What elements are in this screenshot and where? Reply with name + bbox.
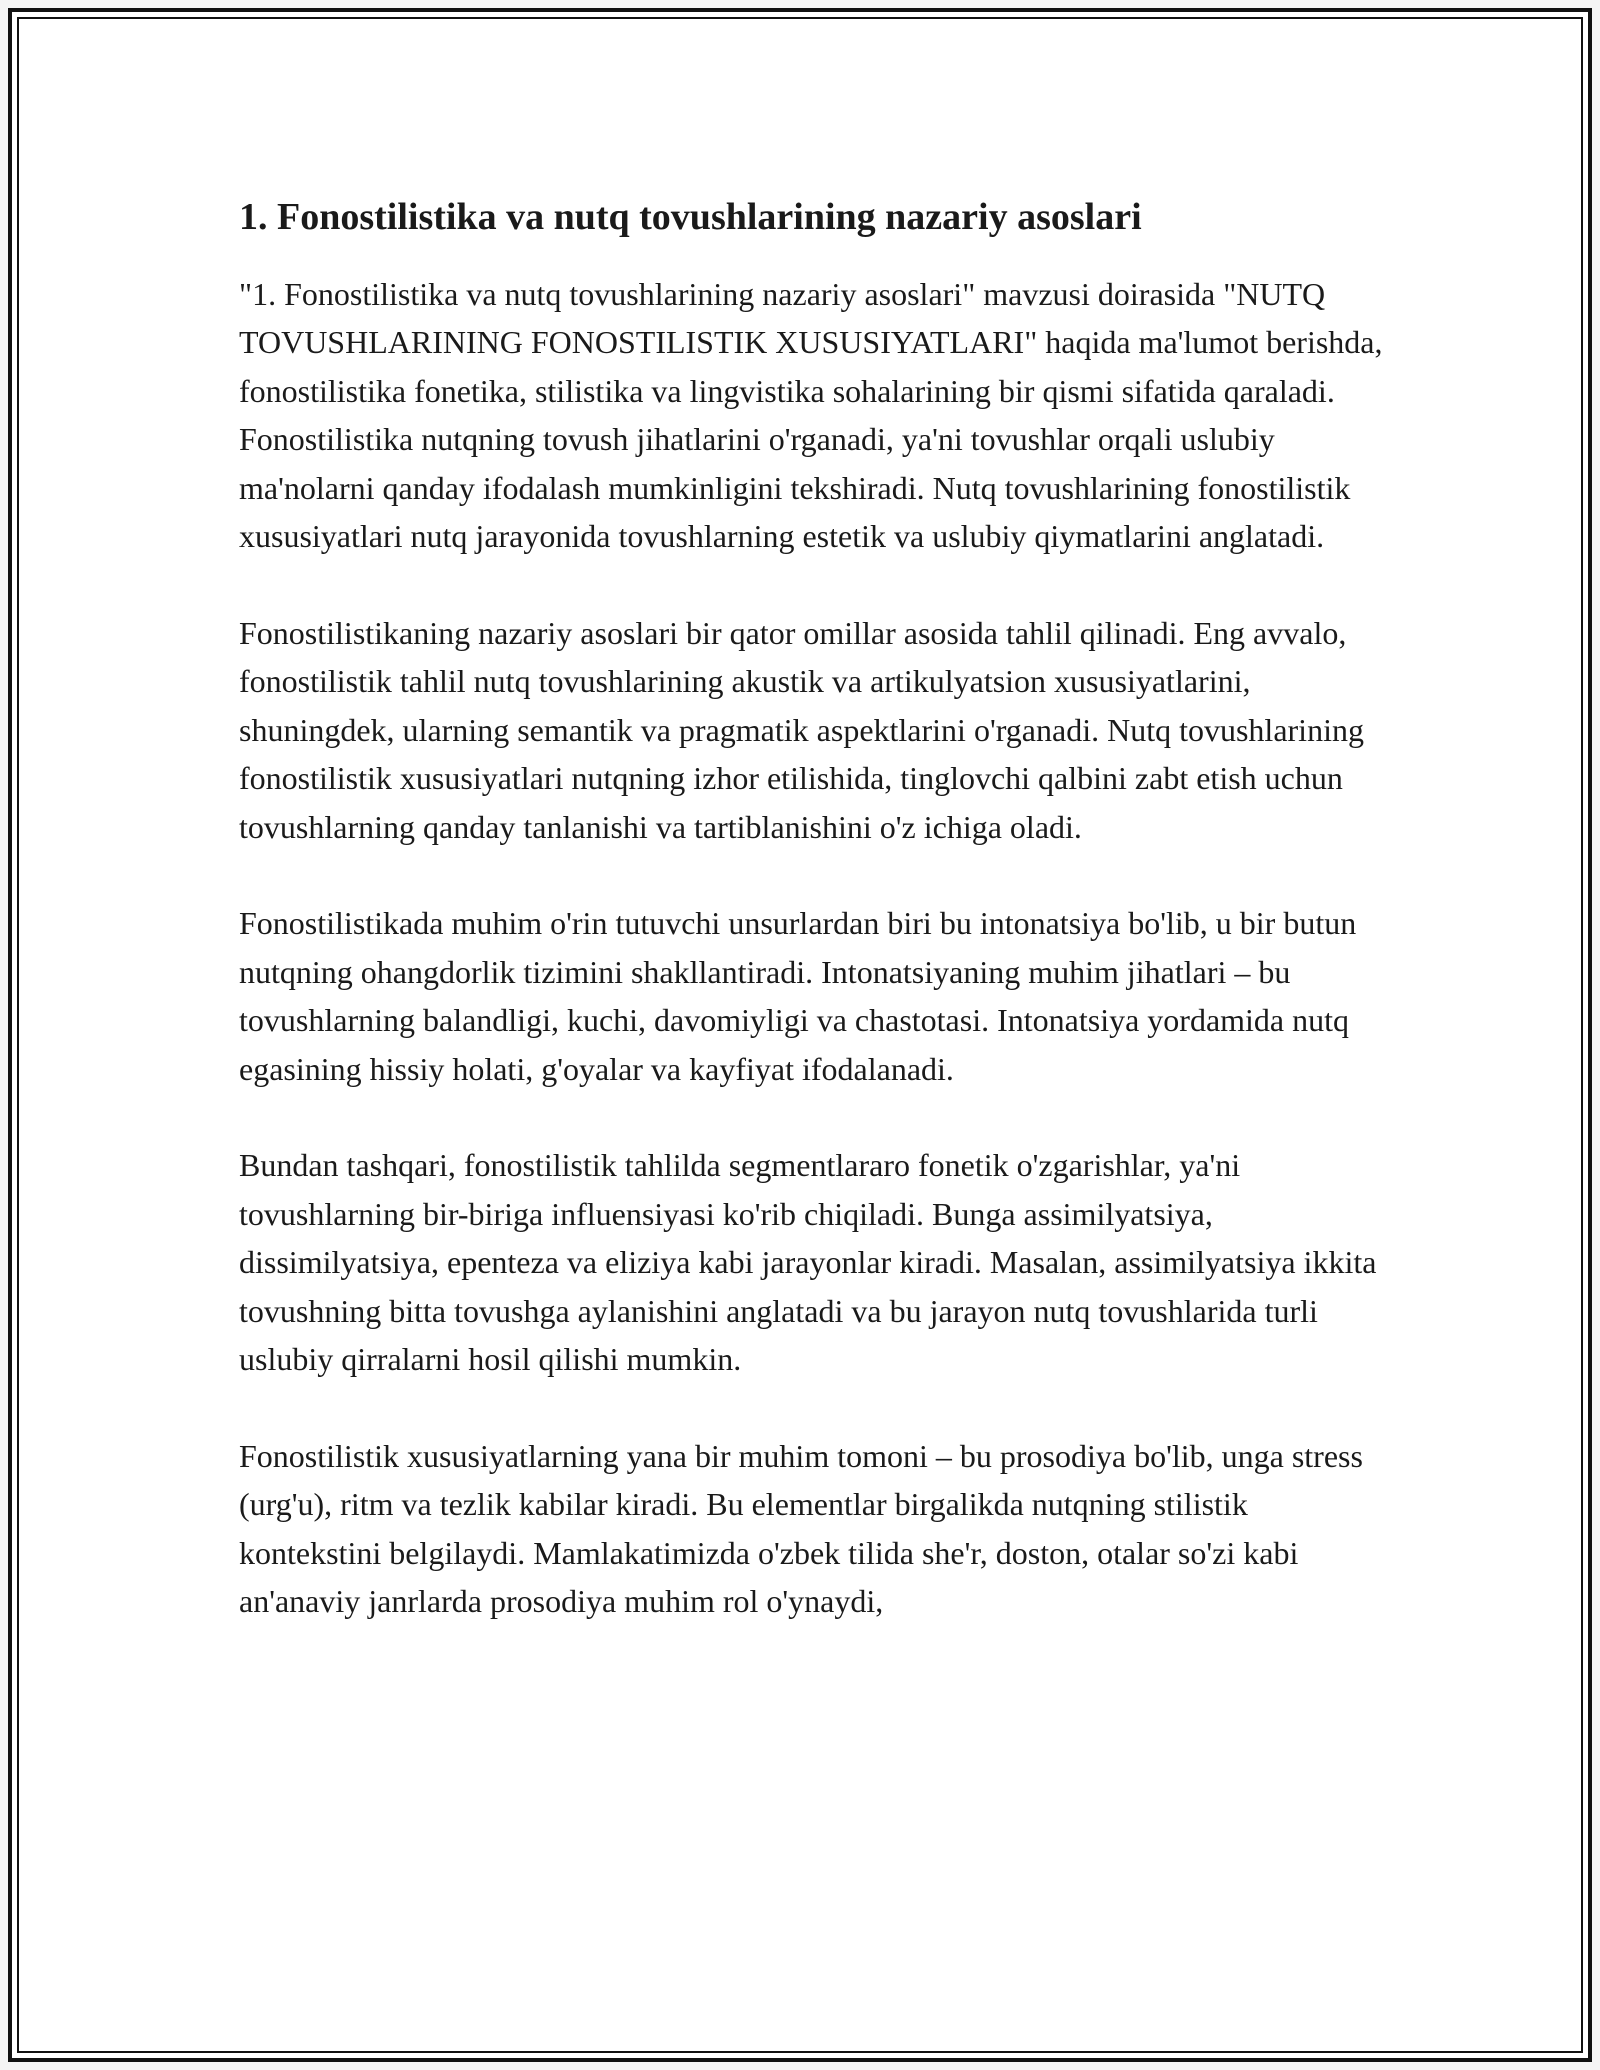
document-body bbox=[239, 194, 1389, 1674]
paragraph-3: Fonostilistikada muhim o'rin tutuvchi unsurlardan biri bu intonatsiya bo'lib, u bir butun nutqning ohangdorlik tizimini shakllantiradi. Intonatsiyaning muhim jihatlari – bu tovushlarning balandligi, kuchi, davomiyligi va chastotasi. Intonatsiya yordamida nutq egasining hissiy holati, g'oyalar va kayfiyat ifodalanadi. bbox=[239, 905, 1357, 1087]
paragraph-5: Fonostilistik xususiyatlarning yana bir muhim tomoni – bu prosodiya bo'lib, unga stress (urg'u), ritm va tezlik kabilar kiradi. Bu elementlar birgalikda nutqning stilistik kontekstini belgilaydi. Mamlakatimizda o'zbek tilida she'r, doston, otalar so'zi kabi an'anaviy janrlarda prosodiya muhim rol o'ynaydi, bbox=[239, 1437, 1363, 1619]
paragraph-2: Fonostilistikaning nazariy asoslari bir qator omillar asosida tahlil qilinadi. Eng avvalo, fonostilistik tahlil nutq tovushlarining akustik va artikulyatsion xususiyatlarini, shuningdek, ularning semantik va pragmatik aspektlarini o'rganadi. Nutq tovushlarining fonostilistik xususiyatlari nutqning izhor etilishida, tinglovchi qalbini zabt etish uchun tovushlarning qanday tanlanishi va tartiblanishini o'z ichiga oladi. bbox=[239, 614, 1364, 845]
paragraph-1: "1. Fonostilistika va nutq tovushlarining nazariy asoslari" mavzusi doirasida "NUTQ TOVUSHLARINING FONOSTILISTIK XUSUSIYATLARI" haqida ma'lumot berishda, fonostilistika fonetika, stilistika va lingvistika sohalarining bir qismi sifatida qaraladi. Fonostilistika nutqning tovush jihatlarini o'rganadi, ya'ni tovushlar orqali uslubiy ma'nolarni qanday ifodalash mumkinligini tekshiradi. Nutq tovushlarining fonostilistik xususiyatlari nutq jarayonida tovushlarning estetik va uslubiy qiymatlarini anglatadi. bbox=[239, 275, 1383, 554]
paragraph-4: Bundan tashqari, fonostilistik tahlilda segmentlararo fonetik o'zgarishlar, ya'ni tovushlarning bir-biriga influensiyasi ko'rib chiqiladi. Bunga assimilyatsiya, dissimilyatsiya, epenteza va eliziya kabi jarayonlar kiradi. Masalan, assimilyatsiya ikkita tovushning bitta tovushga aylanishini anglatadi va bu jarayon nutq tovushlarida turli uslubiy qirralarni hosil qilishi mumkin. bbox=[239, 1147, 1377, 1377]
document-title: 1. Fonostilistika va nutq tovushlarining nazariy asoslari bbox=[239, 196, 1142, 238]
document-page bbox=[8, 8, 1592, 2062]
